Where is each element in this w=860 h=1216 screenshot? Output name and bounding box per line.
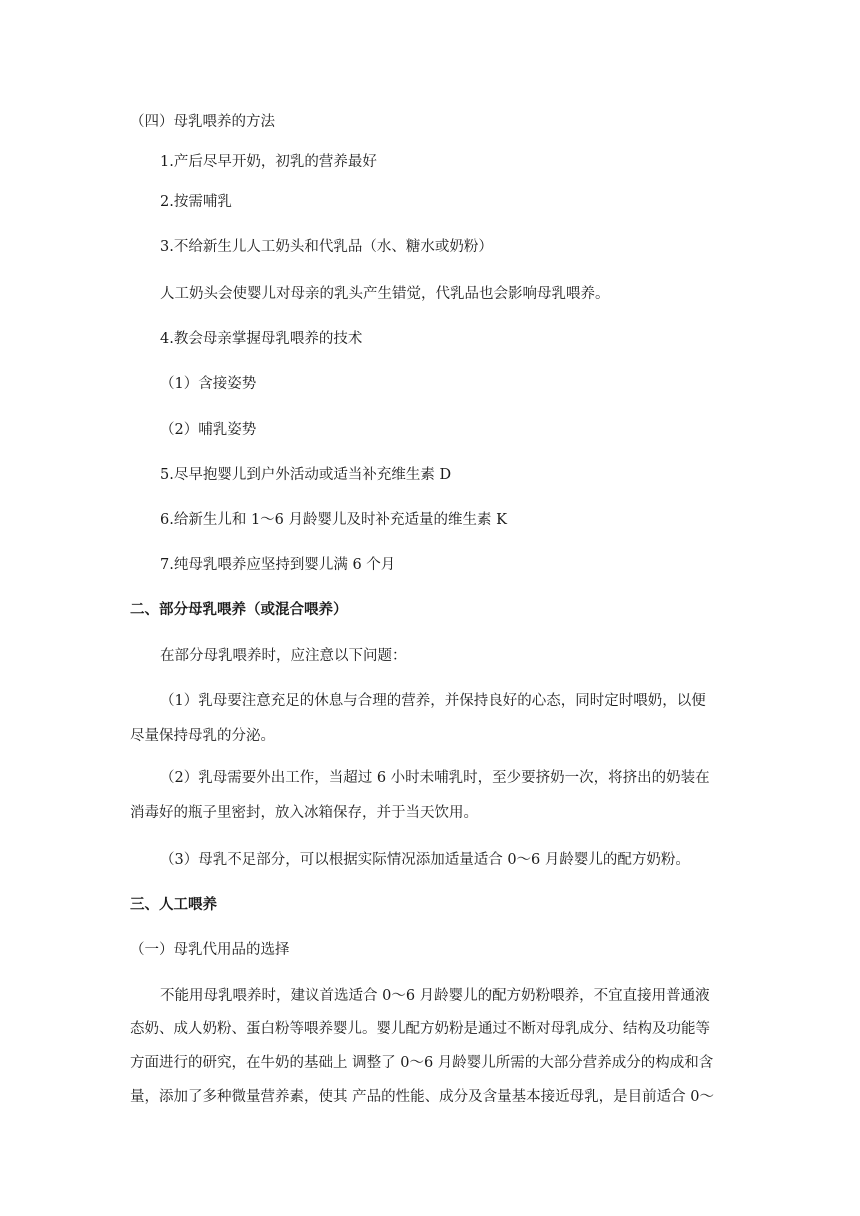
method-item-4-sub-1: （1）含接姿势 [160,376,257,392]
paragraph-body-4: 量，添加了多种微量营养素，使其 产品的性能、成分及含量基本接近母乳，是目前适合 0～ [130,1089,714,1105]
method-item-1: 1.产后尽早开奶，初乳的营养最好 [160,154,377,170]
method-item-6: 6.给新生儿和 1～6 月龄婴儿及时补充适量的维生素 K [160,512,507,528]
paragraph-point-2: （2）乳母需要外出工作，当超过 6 小时未哺乳时，至少要挤奶一次，将挤出的奶装在 [160,770,710,786]
paragraph-point-1: （1）乳母要注意充足的休息与合理的营养，并保持良好的心态，同时定时喂奶，以便 [160,693,706,709]
section-heading-2: 二、部分母乳喂养（或混合喂养） [130,601,348,618]
paragraph-body-3: 方面进行的研究，在牛奶的基础上 调整了 0～6 月龄婴儿所需的大部分营养成分的构成和含 [130,1055,714,1071]
method-item-3: 3.不给新生儿人工奶头和代乳品（水、糖水或奶粉） [160,239,493,255]
method-item-3-note: 人工奶头会使婴儿对母亲的乳头产生错觉，代乳品也会影响母乳喂养。 [160,286,610,302]
paragraph-intro: 在部分母乳喂养时，应注意以下问题： [160,648,407,664]
paragraph-point-1-cont: 尽量保持母乳的分泌。 [130,728,275,744]
method-item-7: 7.纯母乳喂养应坚持到婴儿满 6 个月 [160,557,396,573]
paragraph-body-2: 态奶、成人奶粉、蛋白粉等喂养婴儿。婴儿配方奶粉是通过不断对母乳成分、结构及功能等 [130,1021,710,1037]
paragraph-point-2-cont: 消毒好的瓶子里密封，放入冰箱保存，并于当天饮用。 [130,805,478,821]
paragraph-point-3: （3）母乳不足部分，可以根据实际情况添加适量适合 0～6 月龄婴儿的配方奶粉。 [160,852,690,868]
method-item-4-sub-2: （2）哺乳姿势 [160,422,257,438]
paragraph-body-1: 不能用母乳喂养时，建议首选适合 0～6 月龄婴儿的配方奶粉喂养，不宜直接用普通液 [160,988,710,1004]
method-item-4: 4.教会母亲掌握母乳喂养的技术 [160,331,363,347]
method-item-2: 2.按需哺乳 [160,194,232,210]
section-heading-3: 三、人工喂养 [130,896,217,913]
subsection-heading-4: （四）母乳喂养的方法 [130,114,275,130]
method-item-5: 5.尽早抱婴儿到户外活动或适当补充维生素 D [160,467,452,483]
subsection-heading-1: （一）母乳代用品的选择 [130,942,290,958]
